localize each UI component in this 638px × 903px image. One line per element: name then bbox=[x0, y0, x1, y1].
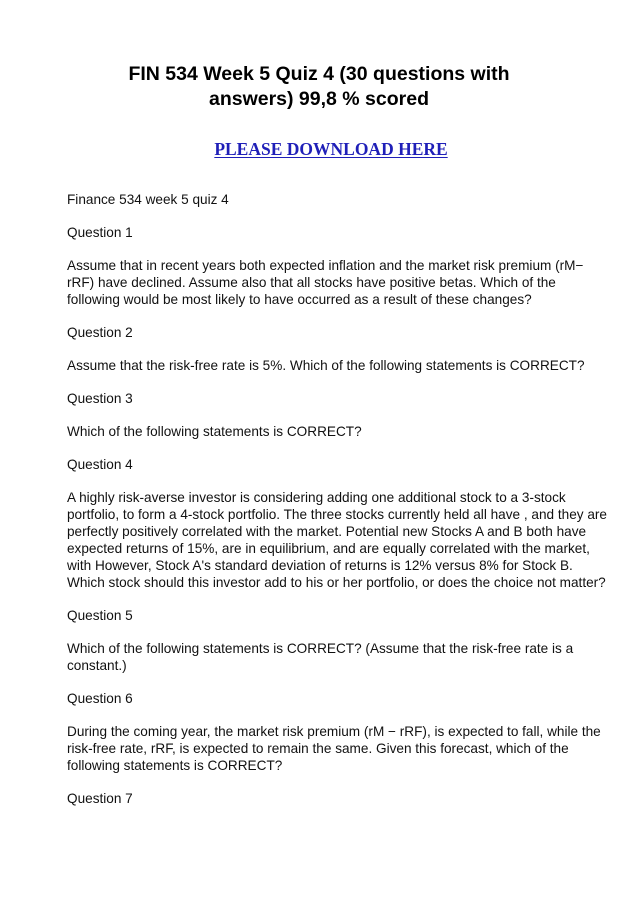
title-line-1: FIN 534 Week 5 Quiz 4 (30 questions with bbox=[128, 63, 510, 85]
question-4-heading: Question 4 bbox=[67, 457, 133, 472]
question-5-heading: Question 5 bbox=[67, 608, 133, 623]
download-link[interactable]: PLEASE DOWNLOAD HERE bbox=[214, 139, 448, 159]
question-7-heading: Question 7 bbox=[67, 791, 133, 806]
question-2-text: Assume that the risk-free rate is 5%. Which of the following statements is CORRECT? bbox=[67, 358, 585, 373]
question-4-text: A highly risk-averse investor is considering adding one additional stock to a 3-stock portfolio, to form a 4-stock portfolio. The three stocks currently held all have , and they are perfectly positively correlated with the market. Potential new Stocks A and B both have expected returns of 15%, are in equilibrium, and are equally correlated with the market, with However, Stock A's standard deviation of returns is 12% versus 8% for Stock B. Which stock should this investor add to his or her portfolio, or does the choice not matter? bbox=[67, 490, 607, 590]
question-2-heading: Question 2 bbox=[67, 325, 133, 340]
document-title bbox=[60, 62, 578, 112]
question-1-heading: Question 1 bbox=[67, 225, 133, 240]
title-line-2: answers) 99,8 % scored bbox=[208, 88, 430, 110]
question-3-heading: Question 3 bbox=[67, 391, 133, 406]
question-5-text: Which of the following statements is CORRECT? (Assume that the risk-free rate is a constant.) bbox=[67, 641, 574, 673]
question-6-heading: Question 6 bbox=[67, 691, 133, 706]
document-body bbox=[67, 191, 607, 823]
document-subtitle: Finance 534 week 5 quiz 4 bbox=[67, 192, 229, 207]
question-3-text: Which of the following statements is CORRECT? bbox=[67, 424, 362, 439]
question-1-text: Assume that in recent years both expected inflation and the market risk premium (rM− rRF) have declined. Assume also that all stocks have positive betas. Which of the following would be most likely to have occurred as a result of these changes? bbox=[67, 258, 584, 307]
question-6-text: During the coming year, the market risk premium (rM − rRF), is expected to fall, while the risk-free rate, rRF, is expected to remain the same. Given this forecast, which of the following statements is CORRECT? bbox=[67, 724, 601, 773]
